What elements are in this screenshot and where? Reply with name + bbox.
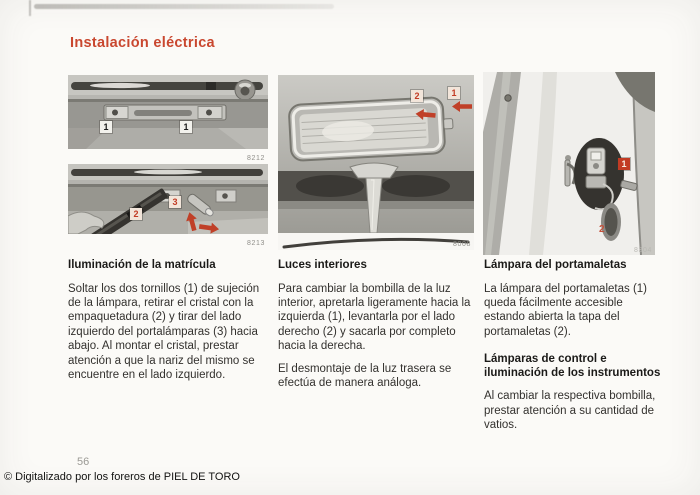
callout-label: 1 [180,121,192,133]
page-title: Instalación eléctrica [70,35,215,51]
figure-license-plate-lamps [68,75,268,163]
section-heading: Lámpara del portamaletas [484,259,627,271]
scan-artifact [34,4,334,9]
callout-label: 2 [130,208,142,220]
section-heading: Lámparas de control e iluminación de los instrumentos [484,353,661,379]
copyright-footer: © Digitalizado por los foreros de PIEL DE TORO [4,471,240,483]
section-license-plate-light [68,259,269,390]
interior-light-illustration [278,75,474,250]
figure-number: 8008 [453,241,471,248]
section-paragraph: Al cambiar la respectiva bombilla, prestar atención a su cantidad de vatios. [484,390,656,431]
section-interior-lights [278,259,476,398]
callout-label: 1 [100,121,112,133]
section-heading: Luces interiores [278,259,367,271]
figure-number: 8212 [247,155,265,162]
section-paragraph: Para cambiar la bombilla de la luz interior, apretarla ligeramente hacia la izquierda (1), levantarla por el lado derecho (2) y sacarla por completo hacia la derecha. [278,282,471,353]
callout-label: 2 [411,90,423,102]
figure-interior-light [278,75,474,250]
section-paragraph: Soltar los dos tornillos (1) de sujeción de la lámpara, retirar el cristal con la empaquetadura (2) y tirar del lado izquierdo del portalámparas (3) hacia abajo. Al montar el cristal, prestar atención a que la nariz del mismo se encuentre en el lado izquierdo. [68,282,260,381]
lamp-removal-illustration [68,164,268,234]
section-heading: Iluminación de la matrícula [68,259,216,271]
round-cap-icon [235,80,255,100]
callout-label: 1 [448,87,460,99]
figure-trunk-lamp [483,72,655,255]
section-paragraph: La lámpara del portamaletas (1) queda fácilmente accesible estando abierta la tapa del portamaletas (2). [484,282,647,338]
dome-lamp-icon [289,97,455,161]
page-number: 56 [77,456,90,468]
license-plate-lamps-illustration [68,75,268,149]
section-trunk-lamp [484,259,666,440]
callout-label: 2 [599,224,605,235]
callout-label: 1 [618,158,630,170]
callout-label: 3 [169,196,181,208]
scan-artifact [29,0,31,16]
trunk-lamp-recess-icon [574,138,624,210]
figure-license-plate-lamp-removal [68,164,268,248]
section-paragraph: El desmontaje de la luz trasera se efectúa de manera análoga. [278,362,452,389]
figure-number: 8304 [634,247,652,254]
figure-number: 8213 [247,240,265,247]
